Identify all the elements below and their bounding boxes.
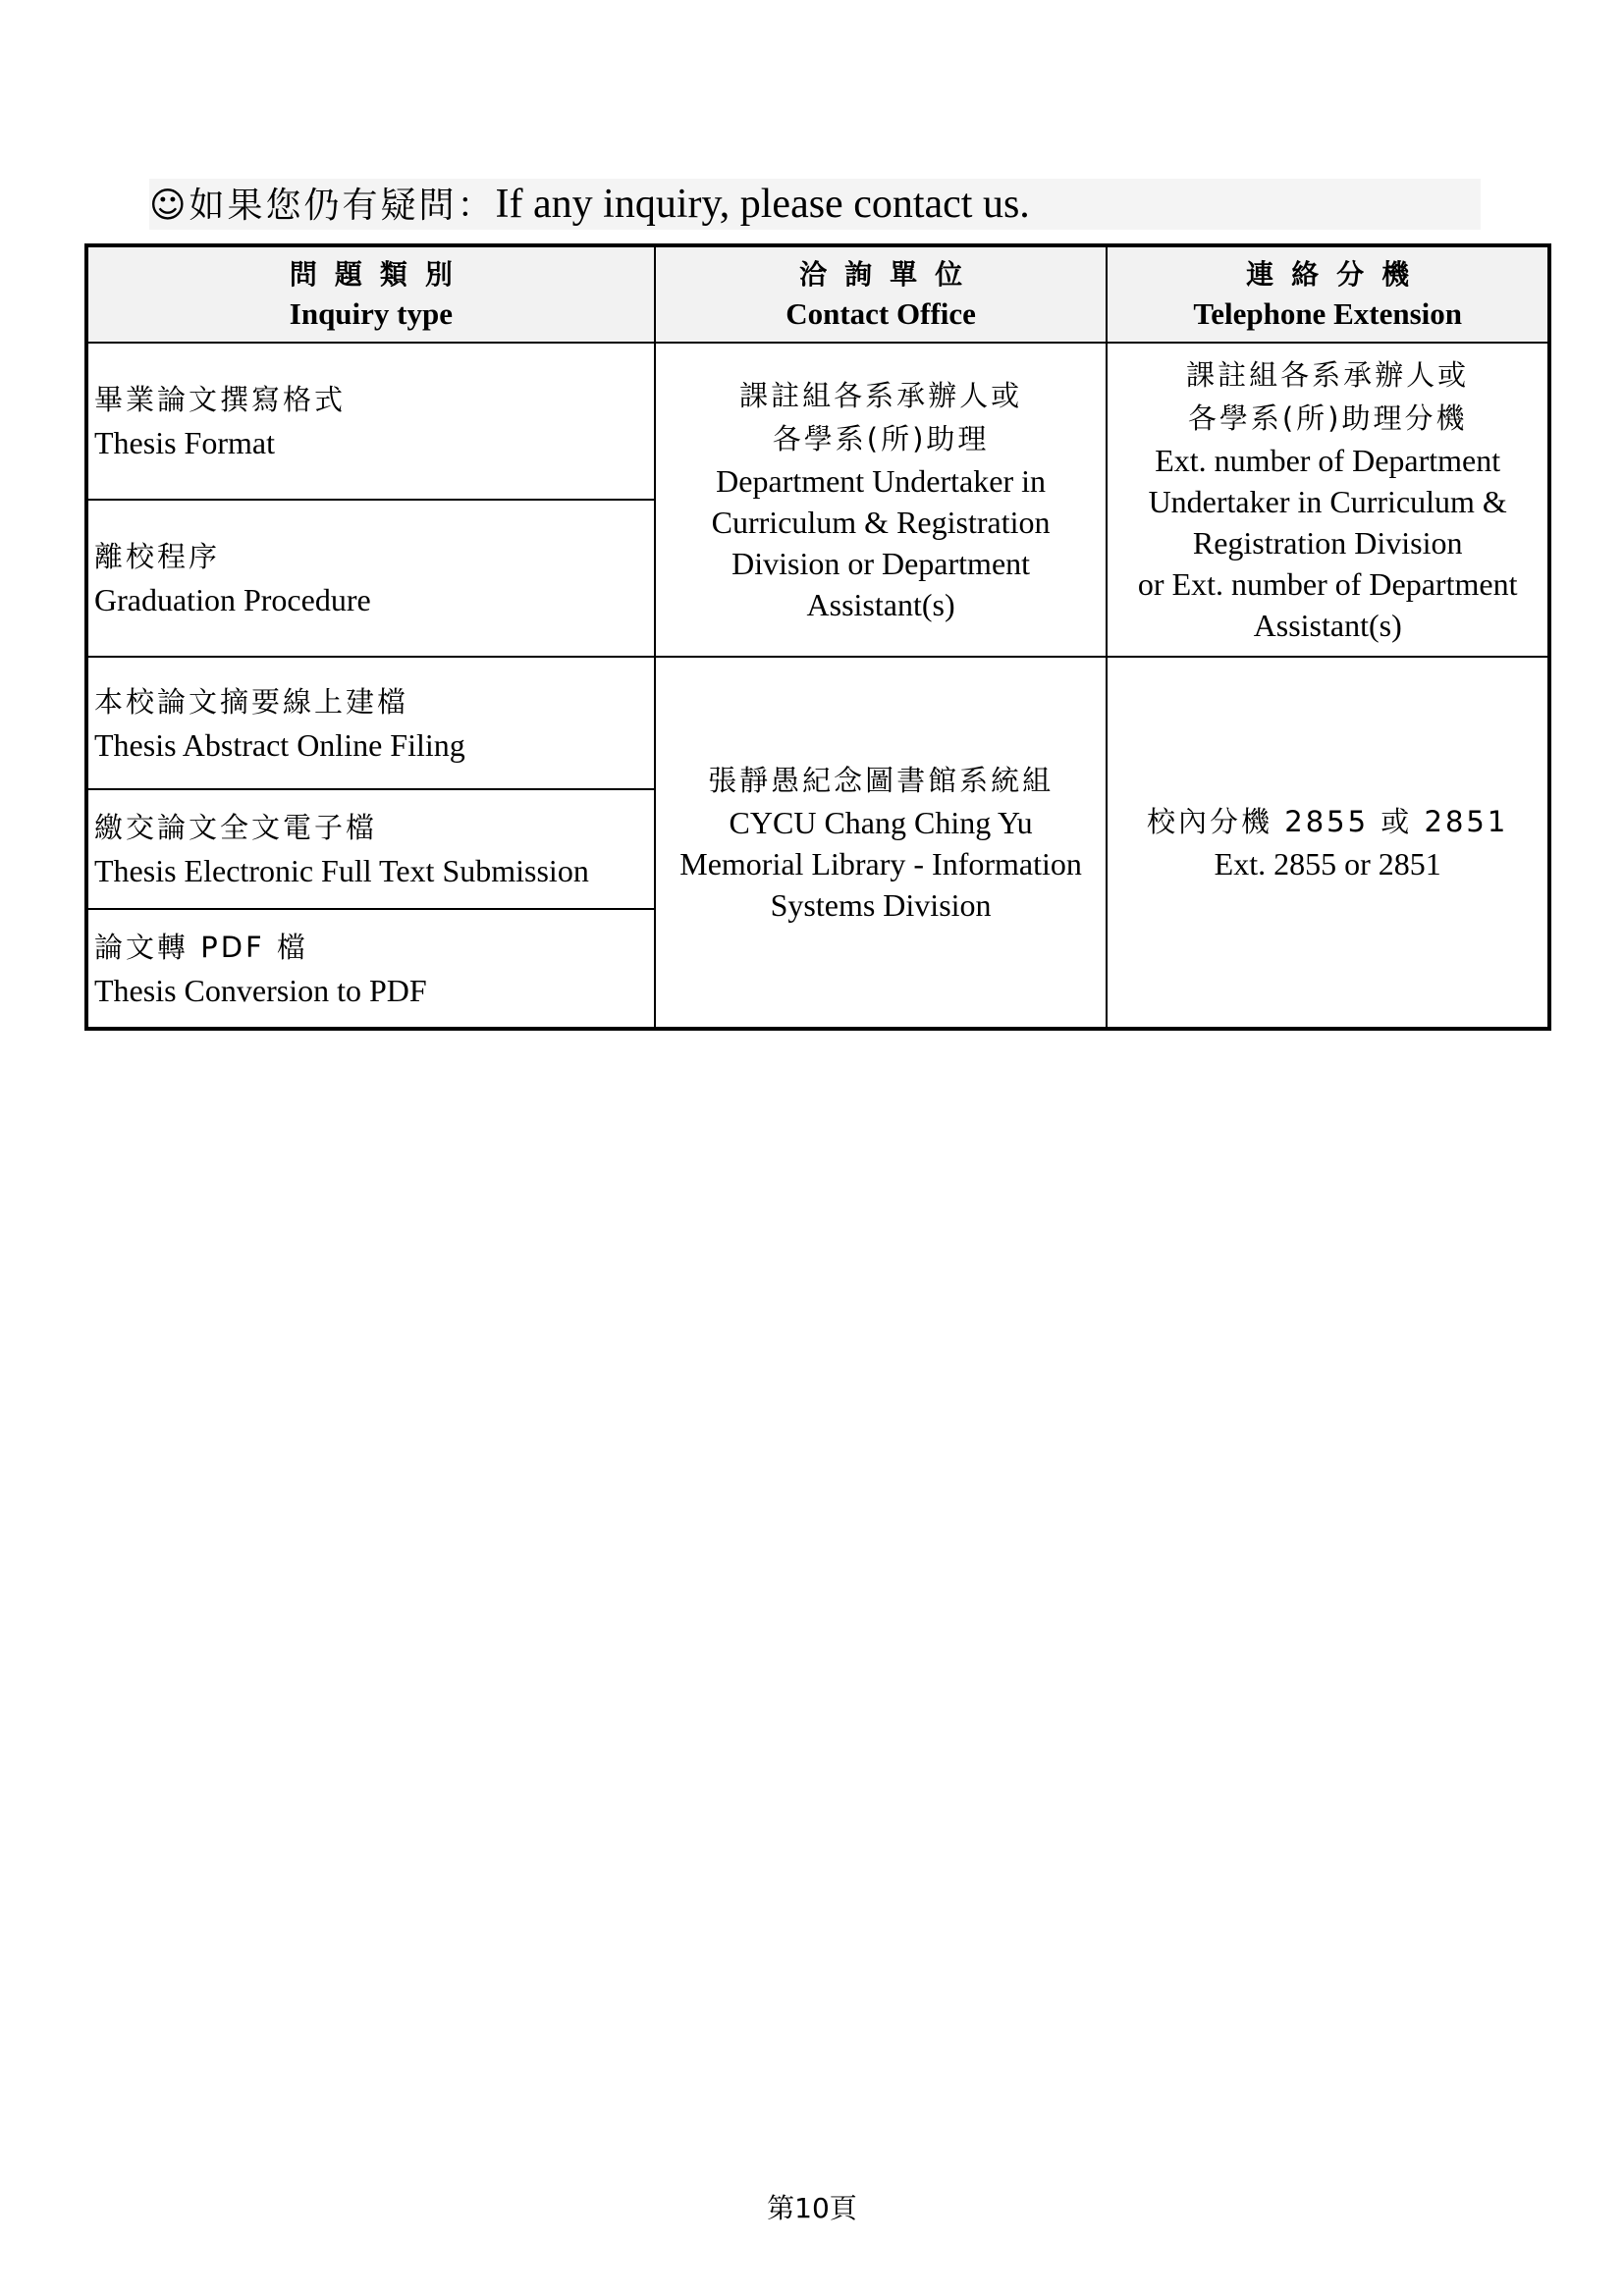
inquiry-heading-zh: 如果您仍有疑問： bbox=[189, 186, 496, 226]
telephone-extension-cell: 校內分機 2855 或 2851 Ext. 2855 or 2851 bbox=[1107, 657, 1549, 1029]
inquiry-heading bbox=[149, 179, 1481, 230]
inquiry-type-cell: 畢業論文撰寫格式 Thesis Format bbox=[86, 343, 655, 500]
table-header-row bbox=[86, 245, 1549, 343]
inquiry-type-cell: 離校程序 Graduation Procedure bbox=[86, 500, 655, 657]
header-inquiry-type: 問題類別 Inquiry type bbox=[86, 245, 655, 343]
contact-office-cell: 課註組各系承辦人或 各學系(所)助理 Department Undertaker in Curriculum & Registration Division or Department Assistant(s) bbox=[655, 343, 1108, 657]
inquiry-type-cell: 本校論文摘要線上建檔 Thesis Abstract Online Filing bbox=[86, 657, 655, 789]
inquiry-type-cell: 論文轉 PDF 檔 Thesis Conversion to PDF bbox=[86, 909, 655, 1029]
telephone-extension-cell: 課註組各系承辦人或 各學系(所)助理分機 Ext. number of Department Undertaker in Curriculum & Registration Division or Ext. number of Department Assistant(s) bbox=[1107, 343, 1549, 657]
table-row bbox=[86, 657, 1549, 789]
contact-office-cell: 張靜愚紀念圖書館系統組 CYCU Chang Ching Yu Memorial Library - Information Systems Division bbox=[655, 657, 1108, 1029]
inquiry-type-cell: 繳交論文全文電子檔 Thesis Electronic Full Text Submission bbox=[86, 789, 655, 909]
inquiry-heading-en: If any inquiry, please contact us. bbox=[495, 182, 1030, 227]
contact-table bbox=[84, 243, 1551, 1031]
smiley-icon: ☺ bbox=[149, 186, 189, 226]
header-contact-office: 洽詢單位 Contact Office bbox=[655, 245, 1108, 343]
table-row bbox=[86, 343, 1549, 500]
header-telephone-extension: 連絡分機 Telephone Extension bbox=[1107, 245, 1549, 343]
page-number: 第10頁 bbox=[767, 2192, 857, 2224]
